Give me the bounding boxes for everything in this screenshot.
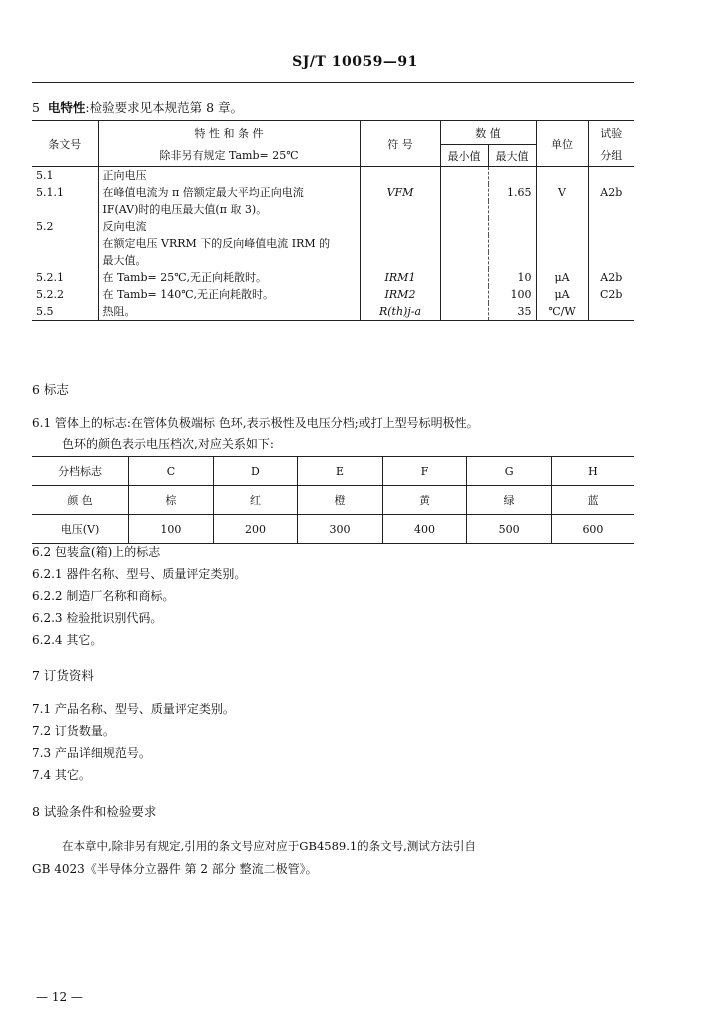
para-7-3: 7.3 产品详细规范号。 [32, 746, 151, 760]
para-7-1: 7.1 产品名称、型号、质量评定类别。 [32, 702, 235, 716]
row-clause: 5.2.1 [36, 271, 64, 284]
col-clause: 条文号 [32, 121, 98, 167]
table-row [32, 269, 634, 286]
row-text: 在 Tamb= 25℃,无正向耗散时。 [98, 269, 360, 286]
row-min [440, 303, 488, 321]
ring-color: 红 [213, 486, 298, 515]
col-min: 最小值 [440, 145, 488, 167]
col-values: 数 值 [440, 121, 536, 145]
ring-code: H [551, 457, 634, 486]
ring-code: G [467, 457, 552, 486]
col-symbol: 符 号 [360, 121, 440, 167]
para-6-2: 6.2 包装盒(箱)上的标志 [32, 545, 161, 559]
table-row [32, 235, 634, 252]
table-row [32, 303, 634, 321]
ring-code: F [382, 457, 467, 486]
para-6-1-line2: 色环的颜色表示电压档次,对应关系如下: [62, 437, 274, 451]
ring-voltage: 600 [551, 515, 634, 544]
row-group [588, 201, 634, 218]
para-7-2: 7.2 订货数量。 [32, 724, 115, 738]
ring-color: 黄 [382, 486, 467, 515]
col-test-line2: 分组 [588, 145, 634, 167]
row-clause: 5.2.2 [36, 288, 64, 301]
col-unit: 单位 [536, 121, 588, 167]
para-6-2-2: 6.2.2 制造厂名称和商标。 [32, 589, 175, 603]
row-max [488, 201, 536, 218]
row-clause [32, 252, 98, 269]
row-symbol [360, 201, 440, 218]
row-max: 1.65 [488, 184, 536, 201]
row-unit: μA [536, 286, 588, 303]
row-text: 在峰值电流为 π 倍额定最大平均正向电流 [98, 184, 360, 201]
header-rule [32, 82, 634, 83]
ring-voltage: 300 [298, 515, 383, 544]
page-number: — 12 — [36, 990, 83, 1004]
row-clause: 5.1.1 [36, 186, 64, 199]
document-header: SJ/T 10059—91 [292, 54, 418, 70]
ring-label-color: 颜 色 [32, 486, 129, 515]
para-6-2-1: 6.2.1 器件名称、型号、质量评定类别。 [32, 567, 247, 581]
row-unit [536, 252, 588, 269]
row-min [440, 201, 488, 218]
row-group [588, 303, 634, 321]
para-8-line2: GB 4023《半导体分立器件 第 2 部分 整流二极管》。 [32, 862, 318, 876]
ring-voltage: 500 [467, 515, 552, 544]
section-8-title: 8 试验条件和检验要求 [32, 804, 157, 819]
table-row [32, 184, 634, 201]
row-symbol: IRM1 [360, 269, 440, 286]
ring-code: C [129, 457, 214, 486]
para-6-1-line1: 6.1 管体上的标志:在管体负极端标 色环,表示极性及电压分档;或打上型号标明极性。 [32, 416, 479, 430]
section-6-title: 6 标志 [32, 382, 69, 397]
para-6-2-4: 6.2.4 其它。 [32, 633, 103, 647]
table-row [32, 167, 634, 185]
row-text: 热阻。 [98, 303, 360, 321]
col-max: 最大值 [488, 145, 536, 167]
row-max: 100 [488, 286, 536, 303]
row-text: 正向电压 [98, 167, 360, 185]
ring-voltage: 400 [382, 515, 467, 544]
table-row [32, 252, 634, 269]
row-max: 35 [488, 303, 536, 321]
table-row [32, 218, 634, 235]
ring-code: D [213, 457, 298, 486]
row-group [588, 218, 634, 235]
ring-voltage: 200 [213, 515, 298, 544]
col-char-line1: 特 性 和 条 件 [98, 121, 360, 145]
col-char-line2: 除非另有规定 Tamb= 25℃ [98, 145, 360, 167]
row-max [488, 235, 536, 252]
ring-label-voltage: 电压(V) [32, 515, 129, 544]
row-group [588, 235, 634, 252]
ring-color: 绿 [467, 486, 552, 515]
row-symbol [360, 167, 440, 185]
row-clause: 5.2 [36, 220, 54, 233]
row-max [488, 218, 536, 235]
table-row [32, 457, 634, 486]
col-test-line1: 试验 [588, 121, 634, 145]
row-unit: ℃/W [536, 303, 588, 321]
para-7-4: 7.4 其它。 [32, 768, 91, 782]
row-symbol: IRM2 [360, 286, 440, 303]
row-text: IF(AV)时的电压最大值(π 取 3)。 [98, 201, 360, 218]
row-group: A2b [588, 184, 634, 201]
row-clause: 5.1 [36, 169, 54, 182]
row-min [440, 269, 488, 286]
table-row [32, 201, 634, 218]
row-max: 10 [488, 269, 536, 286]
row-min [440, 218, 488, 235]
row-text: 在额定电压 VRRM 下的反向峰值电流 IRM 的 [98, 235, 360, 252]
row-unit [536, 201, 588, 218]
row-symbol [360, 235, 440, 252]
row-min [440, 167, 488, 185]
color-ring-table [32, 456, 634, 544]
row-max [488, 167, 536, 185]
row-clause [32, 201, 98, 218]
row-unit: V [536, 184, 588, 201]
table-row [32, 486, 634, 515]
row-text: 反向电流 [98, 218, 360, 235]
row-symbol [360, 218, 440, 235]
row-min [440, 286, 488, 303]
section-5-number: 5 [32, 100, 40, 115]
row-unit [536, 167, 588, 185]
row-group: C2b [588, 286, 634, 303]
row-max [488, 252, 536, 269]
section-5-rest: :检验要求见本规范第 8 章。 [85, 100, 244, 115]
table-row [32, 286, 634, 303]
ring-color: 棕 [129, 486, 214, 515]
row-symbol [360, 252, 440, 269]
ring-code: E [298, 457, 383, 486]
row-group: A2b [588, 269, 634, 286]
row-unit [536, 235, 588, 252]
ring-color: 橙 [298, 486, 383, 515]
row-group [588, 252, 634, 269]
row-group [588, 167, 634, 185]
row-min [440, 235, 488, 252]
para-6-2-3: 6.2.3 检验批识别代码。 [32, 611, 163, 625]
row-symbol: VFM [360, 184, 440, 201]
para-8-line1: 在本章中,除非另有规定,引用的条文号应对应于GB4589.1的条文号,测试方法引自 [62, 839, 476, 853]
ring-voltage: 100 [129, 515, 214, 544]
table-row [32, 515, 634, 544]
row-clause [32, 235, 98, 252]
row-symbol: R(th)j-a [360, 303, 440, 321]
section-5-heading [32, 98, 243, 116]
section-5-title: 电特性 [47, 100, 86, 115]
row-unit: μA [536, 269, 588, 286]
ring-label-code: 分档标志 [32, 457, 129, 486]
electrical-characteristics-table [32, 120, 634, 321]
row-text: 最大值。 [98, 252, 360, 269]
row-unit [536, 218, 588, 235]
row-text: 在 Tamb= 140℃,无正向耗散时。 [98, 286, 360, 303]
row-clause: 5.5 [32, 303, 98, 321]
row-min [440, 184, 488, 201]
row-min [440, 252, 488, 269]
ring-color: 蓝 [551, 486, 634, 515]
section-7-title: 7 订货资料 [32, 668, 94, 683]
